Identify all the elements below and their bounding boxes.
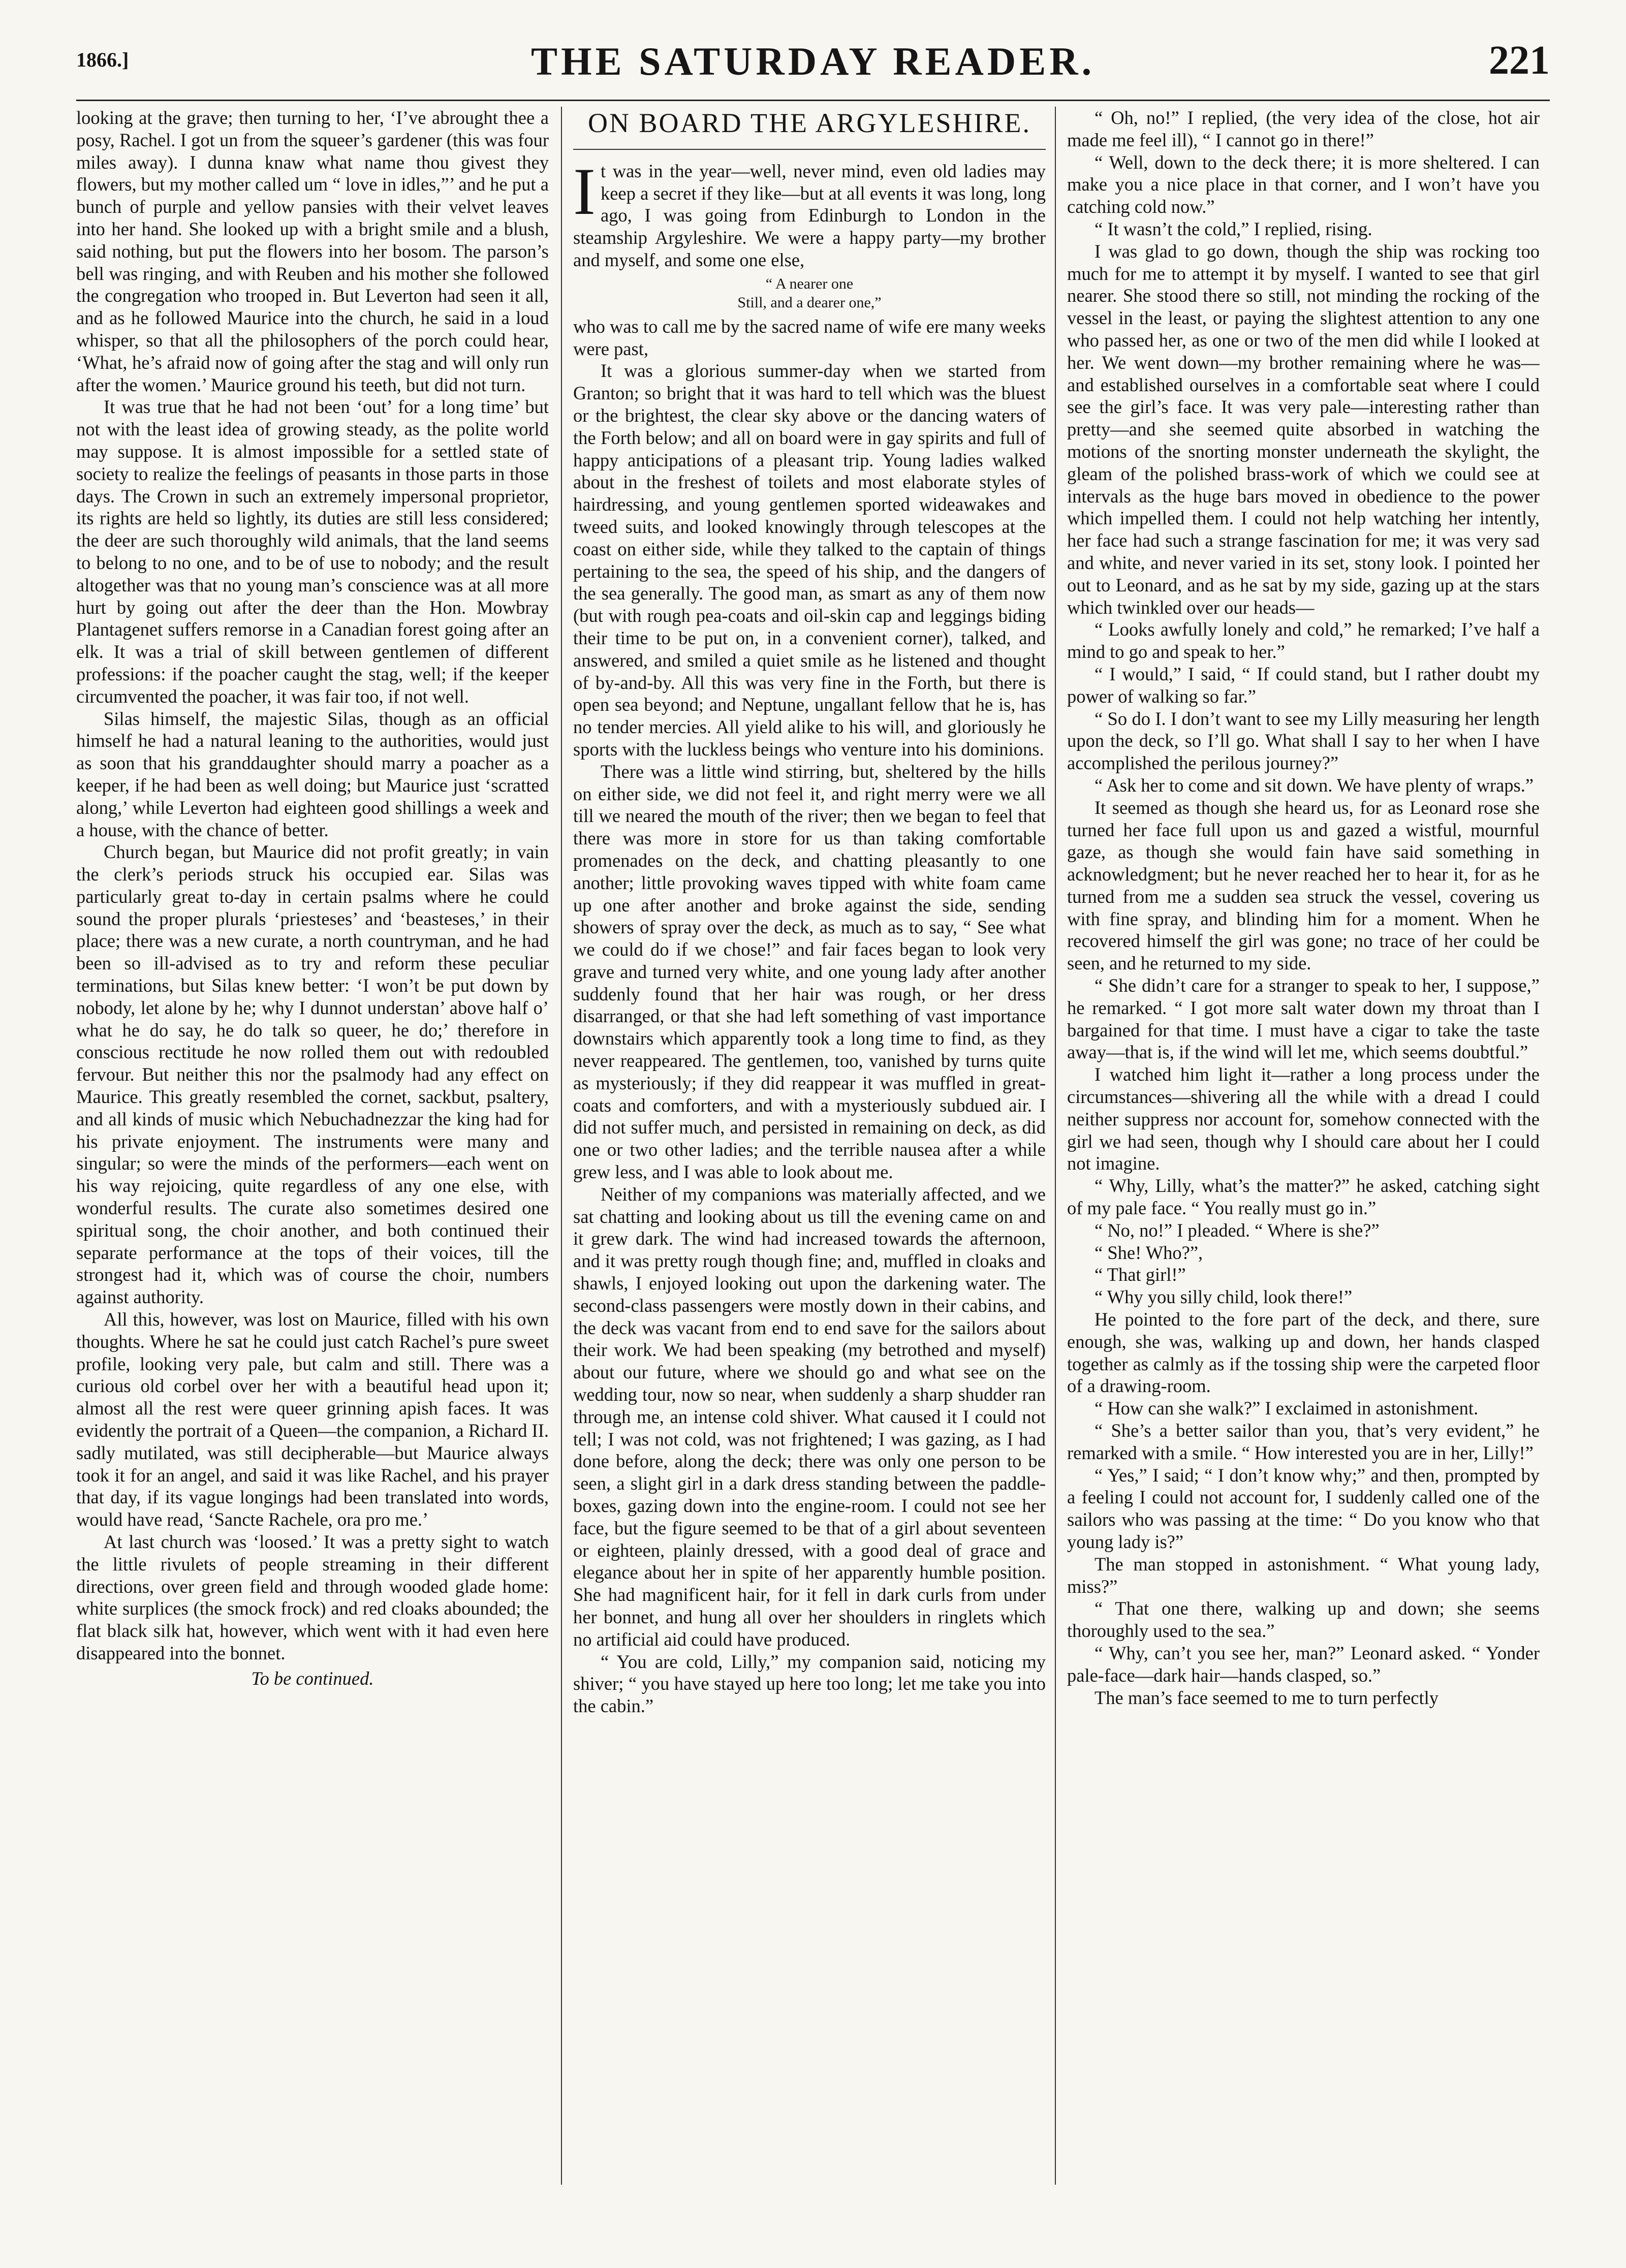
paragraph: “ Looks awfully lonely and cold,” he remarked; I’ve half a mind to go and speak to her.” [1067,619,1540,663]
paragraph: He pointed to the fore part of the deck, and there, sure enough, she was, walking up and down, her hands clasped together as calmly as if the tossing ship were the carpeted floor of a drawing-room. [1067,1309,1540,1397]
column-divider [561,107,562,2185]
paragraph: “ Yes,” I said; “ I don’t know why;” and then, prompted by a feeling I could not account for, I suddenly called one of the sailors who was passing at the time: “ Do you know who that young lady is?” [1067,1464,1540,1552]
paragraph: t was in the year—well, never mind, even old ladies may keep a secret if they like—but at all events it was long, long ago, I was going from Edinburgh to London in the steamship Argyleshire. We were a happy party—my brother and myself, and some one else, [573,160,1046,270]
verse-line: Still, and a dearer one,” [737,294,882,311]
article-title: ON BOARD THE ARGYLESHIRE. [573,107,1046,150]
paragraph: “ Well, down to the deck there; it is more sheltered. I can make you a nice place in that corner, and I won’t have you catching cold now.” [1067,151,1540,217]
paragraph: “ She’s a better sailor than you, that’s very evident,” he remarked with a smile. “ How interested you are in her, Lilly!” [1067,1420,1540,1463]
paragraph: “ You are cold, Lilly,” my companion said, noticing my shiver; “ you have stayed up here too long; let me take you into the cabin.” [573,1651,1046,1717]
paragraph: “ Ask her to come and sit down. We have plenty of wraps.” [1095,774,1534,796]
header-rule [76,100,1550,101]
paragraph: Church began, but Maurice did not profit greatly; in vain the clerk’s periods struck his occupied ear. Silas was particularly great to-day in certain psalms where he could sound the proper plurals ‘priesteses’ and ‘beasteses,’ in their place; there was a new curate, a north countryman, and he had been so ill-advised as to try and reform these peculiar terminations, but Silas knew better: ‘I won’t be put down by nobody, let alone by he; why I dunnot understan’ above half o’ what he do say, he do talk so queer, he do;’ therefore in conscious rectitude he now rolled them out with redoubled fervour. But neither this nor the psalmody had any effect on Maurice. This greatly resembled the cornet, sackbut, psaltery, and all kinds of music which Nebuchadnezzar the king had for his private enjoyment. The instruments were many and singular; so were the minds of the performers—each went on his way rejoicing, quite regardless of any one else, with wonderful results. The curate also sometimes desired one spiritual song, the choir another, and both continued their separate performance at the tops of their voices, till the strongest had it, which was of course the choir, numbers against authority. [76,841,549,1308]
column-divider [1055,107,1056,2185]
paragraph: “ I would,” I said, “ If could stand, but I rather doubt my power of walking so far.” [1067,663,1540,707]
paragraph: “ Why you silly child, look there!” [1095,1286,1353,1308]
paragraph: “ That girl!” [1095,1264,1186,1285]
paragraph: “ Oh, no!” I replied, (the very idea of the close, hot air made me feel ill), “ I cannot go in there!” [1067,107,1540,150]
paragraph: who was to call me by the sacred name of wife ere many weeks were past, [573,316,1046,359]
paragraph: It was true that he had not been ‘out’ for a long time’ but not with the least idea of growing steady, as the polite world may suppose. It is almost impossible for a settled state of society to realize the feelings of peasants in those parts in those days. The Crown in such an extremely impersonal proprietor, its rights are held so lightly, its duties are still less considered; the deer are such thoroughly wild animals, that the land seems to belong to no one, and to be of use to nobody; and the result altogether was that no young man’s conscience was at all more hurt by going out after the deer than the Hon. Mowbray Plantagenet suffers remorse in a Canadian forest going after an elk. It was a trial of skill between gentlemen of different professions: if the poacher caught the stag, well; if the keeper circumvented the poacher, it was fair too, if not well. [76,396,549,707]
verse-line: “ A nearer one [765,275,854,292]
paragraph: It seemed as though she heard us, for as Leonard rose she turned her face full upon us and gazed a wistful, mournful gaze, as though she would fain have said something in acknowledgment; but he never reached her to hear it, for as he turned from me a sudden sea struck the vessel, covering us with fine spray, and blinding him for a moment. When he recovered himself the girl was gone; no trace of her could be seen, and he returned to my side. [1067,797,1540,974]
paragraph: I was glad to go down, though the ship was rocking too much for me to attempt it by myself. I wanted to see that girl nearer. She stood there so still, not minding the rocking of the vessel in the least, or paying the slightest attention to any one who passed her, as one or two of the men did while I looked at her. We went down—my brother remaining where he was—and established ourselves in a comfortable seat where I could see the girl’s face. It was very pale—interesting rather than pretty—and she seemed quite absorbed in watching the motions of the snorting monster underneath the skylight, the gleam of the polished brass-work of which we could see at intervals as the huge bars moved in obedience to the power which impelled them. I could not help watching her intently, her face had such a strange fascination for me; it was very sad and white, and never varied in its set, stony look. I pointed her out to Leonard, and as he sat by my side, gazing up at the stars which twinkled over our heads— [1067,240,1540,618]
paragraph: All this, however, was lost on Maurice, filled with his own thoughts. Where he sat he could just catch Rachel’s pure sweet profile, looking very pale, but calm and still. There was a curious old corbel over her with a beautiful head upon it; almost all the rest were queer grinning apish faces. It was evidently the portrait of a Queen—the companion, a Richard II. sadly mutilated, was still decipherable—but Maurice always took it for an angel, and said it was like Rachel, and his prayer that day, if its vague longings had been translated into words, would have read, ‘Sancte Rachele, ora pro me.’ [76,1309,549,1530]
column-right [1067,107,1540,2185]
to-be-continued: To be continued. [251,1667,374,1689]
paragraph: The man stopped in astonishment. “ What young lady, miss?” [1067,1553,1540,1597]
paragraph: At last church was ‘loosed.’ It was a pretty sight to watch the little rivulets of people streaming in their different directions, over green field and through wooded glade home: white surplices (the smock frock) and red cloaks abounded; the flat black silk hat, however, which went with it had even here disappeared into the bonnet. [76,1531,549,1663]
publication-title: THE SATURDAY READER. [530,39,1096,83]
paragraph: Silas himself, the majestic Silas, though as an official himself he had a natural leaning to the authorities, would just as soon that his granddaughter should marry a poacher as a keeper, if he had been as well doing; but Maurice just ‘scratted along,’ while Leverton had eighteen good shillings a week and a house, with the chance of better. [76,708,549,840]
article-opening [573,153,1046,271]
column-left [76,107,549,2185]
paragraph: “ Why, can’t you see her, man?” Leonard asked. “ Yonder pale-face—dark hair—hands clasped, so.” [1067,1642,1540,1686]
paragraph: “ She! Who?”, [1095,1242,1203,1263]
paragraph: “ How can she walk?” I exclaimed in astonishment. [1095,1398,1479,1419]
paragraph: “ So do I. I don’t want to see my Lilly measuring her length upon the deck, so I’ll go. What shall I say to her when I have accomplished the perilous journey?” [1067,708,1540,774]
verse-quote [573,274,1046,312]
column-middle [573,107,1046,2185]
page-number: 221 [1489,38,1550,83]
paragraph: “ Why, Lilly, what’s the matter?” he asked, catching sight of my pale face. “ You really must go in.” [1067,1175,1540,1219]
paragraph: “ It wasn’t the cold,” I replied, rising. [1095,218,1372,239]
paragraph: The man’s face seemed to me to turn perfectly [1095,1687,1439,1708]
page-header [76,30,1550,97]
paragraph: There was a little wind stirring, but, sheltered by the hills on either side, we did not feel it, and right merry were we all till we neared the mouth of the river; then we began to feel that there was more in store for us than taking comfortable promenades on the deck, and chatting pleasantly to one another; little provoking waves tipped with white foam came up one after another and broke against the side, sending showers of spray over the deck, as much as to say, “ See what we could do if we chose!” and fair faces began to look very grave and turned very white, and one young lady after another suddenly found that her hair was rough, or her dress disarranged, or that she had left something of vast importance downstairs which apparently took a long time to find, as they never reappeared. The gentlemen, too, vanished by turns quite as mysteriously; if they did reappear it was muffled in great-coats and comforters, and with a mysteriously subdued air. I did not suffer much, and persisted in remaining on deck, as did one or two other ladies; and the terrible nausea after a while grew less, and I was able to look about me. [573,761,1046,1183]
paragraph: looking at the grave; then turning to her, ‘I’ve abrought thee a posy, Rachel. I got un from the squeer’s gardener (this was four miles away). I dunna knaw what name thou givest they flowers, but my mother called um “ love in idles,”’ and he put a bunch of purple and yellow pansies with their velvet leaves into her hand. She looked up with a bright smile and a blush, said nothing, but put the flowers into her bosom. The parson’s bell was ringing, and with Reuben and his mother she followed the congregation who trooped in. But Leverton had seen it all, and as he followed Maurice into the church, he said in a loud whisper, so that all the philosophers of the porch could hear, ‘What, he’s afraid now of going after the stag and will only run after the women.’ Maurice ground his teeth, but did not turn. [76,107,549,395]
drop-cap: I [573,153,596,229]
paragraph: It was a glorious summer-day when we started from Granton; so bright that it was hard to tell which was the bluest or the brightest, the clear sky above or the dancing waters of the Forth below; and all on board were in gay spirits and full of happy anticipations of a pleasant trip. Young ladies walked about in the freshest of toilets and most elaborate styles of hairdressing, and young gentlemen sported wideawakes and tweed suits, and looked knowingly through telescopes at the coast on either side, while they talked to the captain of things pertaining to the sea, the speed of his ship, and the dangers of the sea generally. The good man, as smart as any of them now (but with rough pea-coats and oil-skin cap and leggings biding their time to be put on, in a convenient corner), talked, and answered, and smiled a quiet smile as he listened and thought of by-and-by. All this was very fine in the Forth, but there is open sea beyond; and Neptune, ungallant fellow that he is, has no tender mercies. All yield alike to his will, and gloriously he sports with the luckless beings who venture into his dominions. [573,360,1046,760]
paragraph: I watched him light it—rather a long process under the circumstances—shivering all the while with a dread I could neither suppress nor account for, somehow connected with the girl we had seen, though why I should care about her I could not imagine. [1067,1064,1540,1174]
paragraph: “ She didn’t care for a stranger to speak to her, I suppose,” he remarked. “ I got more salt water down my throat than I bargained for that time. I must have a cigar to take the taste away—that is, if the wind will let me, which seems doubtful.” [1067,975,1540,1063]
paragraph: “ That one there, walking up and down; she seems thoroughly used to the sea.” [1067,1598,1540,1642]
paragraph: Neither of my companions was materially affected, and we sat chatting and looking about us till the evening came on and it grew dark. The wind had increased towards the afternoon, and it was pretty rough though fine; and, muffled in cloaks and shawls, I enjoyed looking out upon the darkening water. The second-class passengers were mostly down in their cabins, and the deck was vacant from end to end save for the sailors about their work. We had been speaking (my betrothed and myself) about our future, where we should go and what see on the wedding tour, now so near, when suddenly a sharp shudder ran through me, an intense cold shiver. What caused it I could not tell; I was not cold, was not frightened; I was gazing, as I had done before, along the deck; there was only one person to be seen, a slight girl in a dark dress standing between the paddle-boxes, gazing down into the engine-room. I could not see her face, but the figure seemed to be that of a girl about seventeen or eighteen, plainly dressed, with a good deal of grace and elegance about her in spite of her apparently humble position. She had magnificent hair, for it fell in dark curls from under her bonnet, and hung all over her shoulders in ringlets which no artificial aid could have produced. [573,1183,1046,1650]
paragraph: “ No, no!” I pleaded. “ Where is she?” [1095,1219,1380,1241]
issue-date: 1866.] [76,48,129,71]
